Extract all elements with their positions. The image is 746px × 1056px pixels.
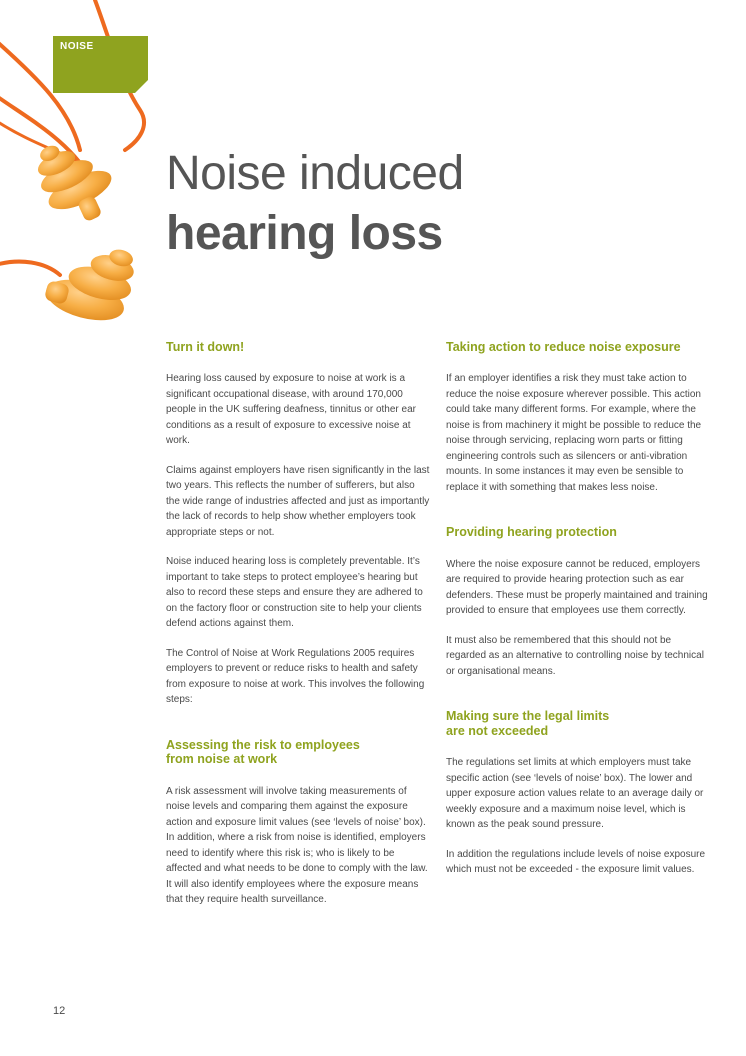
section-heading: Providing hearing protection [446, 525, 617, 540]
right-column [446, 340, 710, 892]
paragraph: Where the noise exposure cannot be reduced, employers are required to provide hearing protection such as ear defenders. These must be properly maintained and training provided to ensure that employees use them correctly. [446, 558, 708, 617]
paragraph: If an employer identifies a risk they must take action to reduce the noise exposure wherever possible. This action could take many different forms. For example, where the noise is from machinery it might be possible to reduce the noise through servicing, replacing worn parts or fitting engineering controls such as silencers or anti-vibration mounts. In some instances it may even be sensible to replace it with something that makes less noise. [446, 373, 702, 493]
section-heading-line1: Assessing the risk to employees [166, 737, 360, 752]
paragraph: It must also be remembered that this should not be regarded as an alternative to controlling noise by technical or organisational means. [446, 634, 704, 677]
section-heading-line2: from noise at work [166, 752, 278, 767]
page-title-line1: Noise induced [166, 147, 464, 200]
paragraph: In addition the regulations include levels of noise exposure which must not be exceeded - the exposure limit values. [446, 848, 706, 875]
section-taking-action [446, 340, 710, 495]
section-heading [166, 738, 430, 767]
page-title-line2: hearing loss [166, 207, 443, 260]
paragraph: The Control of Noise at Work Regulations 2005 requires employers to prevent or reduce risks to health and safety from exposure to noise at work. This involves the following steps: [166, 647, 425, 706]
section-heading-line1: Making sure the legal limits [446, 709, 610, 724]
section-legal-limits [446, 709, 710, 877]
section-heading-line2: are not exceeded [446, 723, 549, 738]
paragraph: Hearing loss caused by exposure to noise at work is a significant occupational disease, with around 170,000 people in the UK suffering deafness, tinnitus or other ear conditions as a result of exposure to excessive noise at work. [166, 373, 416, 447]
section-heading [446, 709, 710, 738]
paragraph: Noise induced hearing loss is completely preventable. It’s important to take steps to protect employee’s hearing but also to record these steps and ensure they are adhered to on the factory floor or construction site to help your clients defend actions against them. [166, 556, 423, 630]
page-title [166, 147, 464, 260]
section-assessing-risk [166, 738, 430, 908]
paragraph: A risk assessment will involve taking measurements of noise levels and comparing them against the exposure action and exposure limit values (see ‘levels of noise’ box). In addition, where a risk from noise is identified, employers need to identify where this risk is; who is likely to be affected and what needs to be done to comply with the law. It will also identify employees where the exposure means that they require health surveillance. [166, 785, 428, 906]
paragraph: Claims against employers have risen significantly in the last two years. This reflects the number of sufferers, but also the wide range of industries affected and just as importantly the lack of records to help show whether employers took appropriate steps or not. [166, 464, 430, 538]
section-tag [53, 36, 148, 93]
page-number: 12 [53, 1005, 66, 1017]
paragraph: The regulations set limits at which employers must take specific action (see ‘levels of noise’ box). The lower and upper exposure action values relate to an average daily or weekly exposure and a maximum noise level, which is known as the peak sound pressure. [446, 757, 704, 830]
section-tag-label: NOISE [60, 41, 94, 52]
section-heading: Taking action to reduce noise exposure [446, 340, 681, 354]
section-heading: Turn it down! [166, 340, 245, 354]
section-hearing-protection [446, 525, 710, 679]
left-column [166, 340, 430, 922]
section-turn-it-down [166, 340, 430, 708]
